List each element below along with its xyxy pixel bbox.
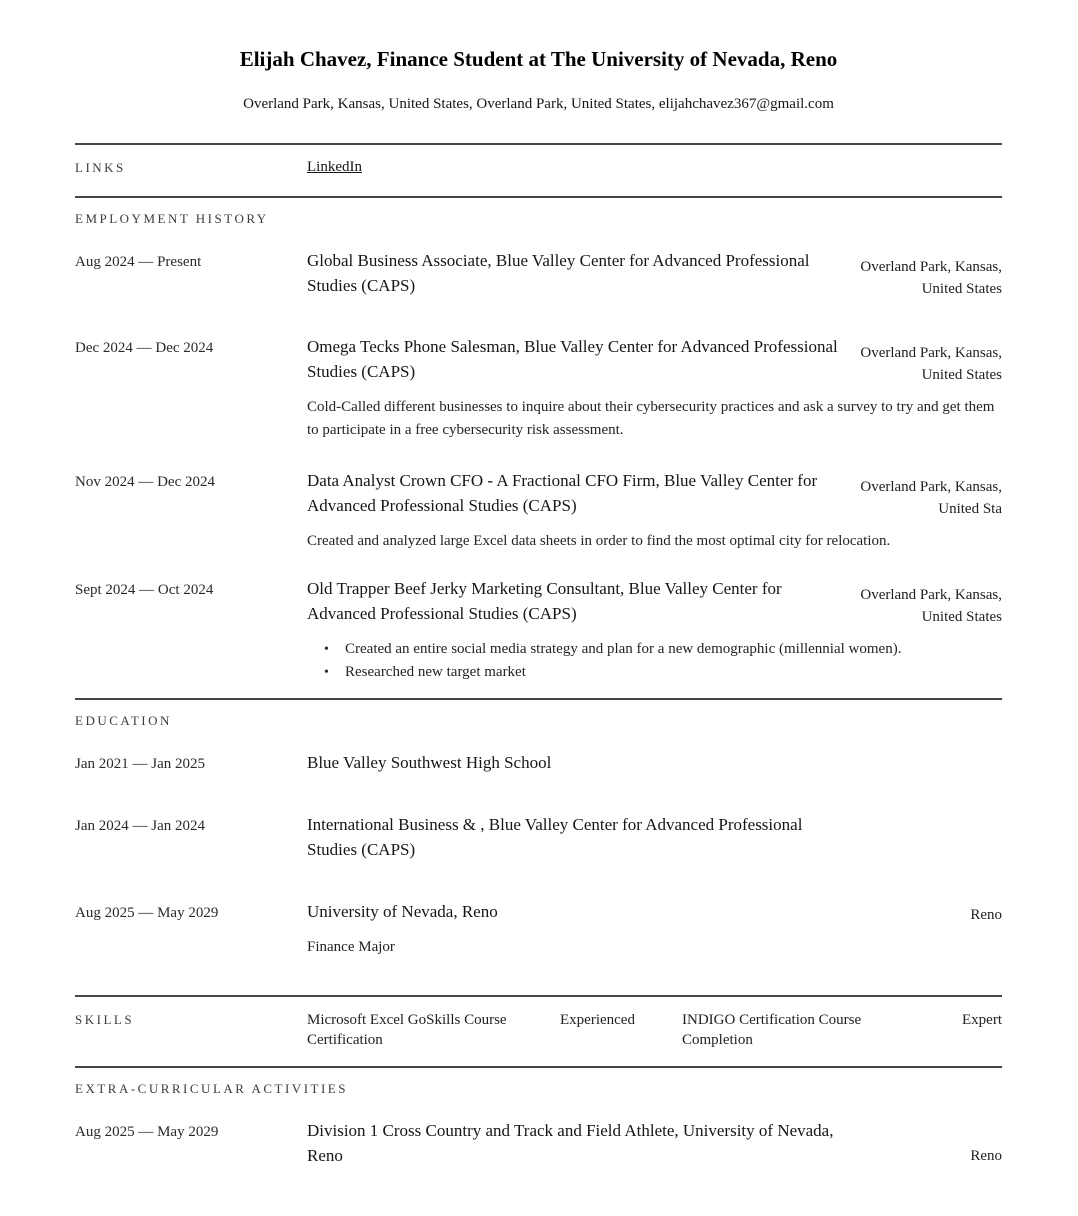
- extracurricular-heading: EXTRA-CURRICULAR ACTIVITIES: [75, 1081, 348, 1096]
- employment-section: [75, 196, 1002, 698]
- links-section: [75, 143, 1002, 196]
- resume-name-title: Elijah Chavez, Finance Student at The University of Nevada, Reno: [239, 47, 838, 71]
- bullet-dot: •: [324, 642, 329, 657]
- entry-description: Created and analyzed large Excel data sheets in order to find the most optimal city for relocation.: [307, 533, 891, 549]
- contact-line: Overland Park, Kansas, United States, Overland Park, United States, elijahchavez367@gmail.com: [243, 96, 834, 112]
- bullet-text: Researched new target market: [345, 664, 526, 680]
- education-section: [75, 698, 1002, 995]
- entry-title: Omega Tecks Phone Salesman, Blue Valley Center for Advanced Professional Studies (CAPS): [307, 337, 838, 381]
- entry-location: Reno: [970, 1148, 1002, 1164]
- education-entry-2: [75, 812, 1002, 862]
- entry-location: Reno: [970, 907, 1002, 923]
- links-row: [75, 158, 1002, 177]
- entry-dates: Dec 2024 — Dec 2024: [75, 340, 214, 356]
- entry-title: Global Business Associate, Blue Valley Center for Advanced Professional Studies (CAPS): [307, 251, 810, 295]
- entry-location: Overland Park, Kansas, United States: [860, 259, 1002, 297]
- entry-dates: Aug 2024 — Present: [75, 254, 202, 270]
- skills-row: [75, 1010, 1002, 1050]
- links-heading: LINKS: [75, 160, 126, 175]
- entry-location: Overland Park, Kansas, United Sta: [860, 479, 1002, 517]
- resume-content: [75, 0, 1002, 1168]
- employment-heading: EMPLOYMENT HISTORY: [75, 211, 269, 226]
- bullet-dot: •: [324, 665, 329, 680]
- bullet-item: [307, 661, 1002, 684]
- employment-entry-4: [75, 576, 1002, 684]
- education-heading: EDUCATION: [75, 713, 172, 728]
- links-list: [307, 158, 1002, 177]
- entry-dates: Aug 2025 — May 2029: [75, 1124, 219, 1140]
- bullet-text: Created an entire social media strategy and plan for a new demographic (millennial women).: [345, 641, 902, 657]
- education-entry-3: [75, 899, 1002, 959]
- entry-title: Blue Valley Southwest High School: [307, 753, 552, 772]
- entry-description: Cold-Called different businesses to inquire about their cybersecurity practices and ask a survey to try and get them to participate in a free cybersecurity risk assessment.: [307, 399, 995, 438]
- employment-entry-2: [75, 334, 1002, 442]
- entry-description: Finance Major: [307, 939, 395, 955]
- entry-dates: Aug 2025 — May 2029: [75, 905, 219, 921]
- bullet-item: [307, 638, 1002, 661]
- employment-entry-3: [75, 468, 1002, 553]
- skill-level: Experienced: [560, 1012, 635, 1028]
- entry-dates: Sept 2024 — Oct 2024: [75, 582, 214, 598]
- entry-dates: Jan 2024 — Jan 2024: [75, 818, 205, 834]
- entry-title: Old Trapper Beef Jerky Marketing Consultant, Blue Valley Center for Advanced Professional Studies (CAPS): [307, 579, 782, 623]
- entry-location: Overland Park, Kansas, United States: [860, 587, 1002, 625]
- entry-title: International Business & , Blue Valley Center for Advanced Professional Studies (CAPS): [307, 815, 803, 859]
- skill-level: Expert: [962, 1012, 1002, 1028]
- skills-section: [75, 995, 1002, 1066]
- entry-title: University of Nevada, Reno: [307, 902, 498, 921]
- entry-title: Data Analyst Crown CFO - A Fractional CFO Firm, Blue Valley Center for Advanced Professional Studies (CAPS): [307, 471, 818, 515]
- skills-heading: SKILLS: [75, 1012, 135, 1027]
- education-entry-1: [75, 750, 1002, 775]
- entry-dates: Jan 2021 — Jan 2025: [75, 756, 205, 772]
- entry-bullet-list: [307, 638, 1002, 684]
- employment-entry-1: [75, 248, 1002, 300]
- entry-title: Division 1 Cross Country and Track and Field Athlete, University of Nevada, Reno: [307, 1121, 834, 1165]
- skills-grid: [307, 1010, 1002, 1050]
- linkedin-link[interactable]: LinkedIn: [307, 159, 362, 175]
- entry-location: Overland Park, Kansas, United States: [860, 345, 1002, 383]
- resume-header: [75, 0, 1002, 113]
- skill-name: Microsoft Excel GoSkills Course Certification: [307, 1012, 507, 1048]
- entry-dates: Nov 2024 — Dec 2024: [75, 474, 215, 490]
- extracurricular-section: [75, 1066, 1002, 1168]
- skill-name: INDIGO Certification Course Completion: [682, 1012, 862, 1048]
- extracurricular-entry-1: [75, 1118, 1002, 1168]
